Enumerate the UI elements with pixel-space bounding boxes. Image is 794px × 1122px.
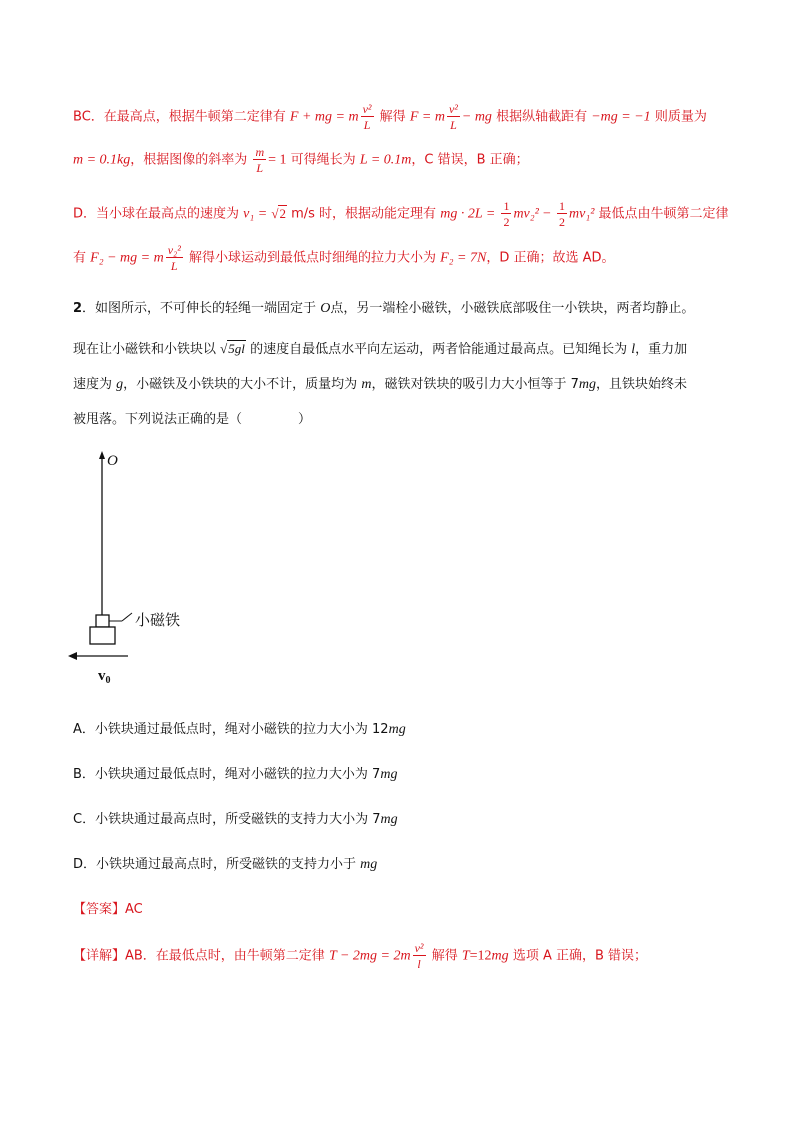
- d-prefix: D．当小球在最高点的速度为: [73, 206, 240, 222]
- d-v1-eq: v₁ =: [243, 206, 268, 222]
- small-magnet: [96, 615, 109, 627]
- answer: 【答案】AC: [73, 902, 143, 917]
- q2-mg-symbol: mg: [578, 377, 596, 392]
- q2-text-3a: 速度为: [73, 377, 113, 392]
- bc-line-2: [73, 146, 529, 174]
- q2-text-1a: ．如图所示，不可伸长的轻绳一端固定于: [82, 301, 317, 316]
- option-b: B．小铁块通过最低点时，绳对小磁铁的拉力大小为 7mg: [73, 767, 398, 782]
- d-frac-v22: $\frac{\text{v₂²}}{L}$: [167, 243, 181, 273]
- d-eq-f2-val: F₂ = 7N: [440, 250, 487, 266]
- detail-eq: T − 2mg = 2m: [328, 948, 411, 964]
- detail-line: [73, 942, 647, 970]
- pendulum-figure: [60, 445, 260, 690]
- bc-eq3: −mg = −1: [591, 109, 651, 125]
- d-unit-text: m/s 时，根据动能定理有: [291, 206, 437, 222]
- q2-g-symbol: g: [116, 377, 124, 392]
- detail-result-t: T: [461, 948, 470, 964]
- bc-solve-1: 解得: [379, 109, 406, 125]
- bc-frac-2: $\frac{\text{v²}}{L}$: [448, 102, 458, 132]
- q2-text-3d: ，且铁块始终未: [595, 377, 687, 392]
- q2-text-1b: 点，另一端栓小磁铁，小磁铁底部吸住一小铁块，两者均静止。: [330, 301, 695, 316]
- detail-result-mg: mg: [491, 948, 509, 964]
- d-minus: −: [542, 206, 551, 222]
- q2-o-point: O: [320, 301, 331, 316]
- d-energy-eq: mg · 2L =: [440, 206, 496, 222]
- q2-line-4: [73, 408, 311, 427]
- q2-l-symbol: l: [631, 342, 636, 357]
- bc-frac-3: $\frac{m}{L}$: [255, 145, 265, 175]
- bc-mass-text: 则质量为: [654, 109, 707, 125]
- q2-text-2c: ，重力加: [635, 342, 688, 357]
- bc-slope-text: ，根据图像的斜率为: [130, 152, 248, 168]
- o-label: O: [107, 453, 118, 469]
- bc-eq4: m = 0.1kg: [73, 152, 131, 168]
- q2-text-2a: 现在让小磁铁和小铁块以: [73, 342, 217, 357]
- q2-text-4: 被甩落。下列说法正确的是（: [73, 412, 243, 427]
- d-lowest-text: 最低点由牛顿第二定律: [598, 206, 729, 222]
- detail-conclusion: 选项 A 正确，B 错误；: [512, 948, 648, 964]
- bc-eq2: F = m: [409, 109, 445, 125]
- bc-line-1: [73, 103, 707, 131]
- bc-frac-1: $\frac{\text{v²}}{L}$: [362, 102, 372, 132]
- v0-label: $v_0$: [98, 668, 111, 686]
- bc-eq1: F + mg = m: [289, 109, 359, 125]
- q2-number: 2: [73, 301, 83, 316]
- q2-line-1: [73, 297, 694, 317]
- q2-text-3b: ，小磁铁及小铁块的大小不计，质量均为: [123, 377, 358, 392]
- bc-eq5: = 1: [268, 152, 287, 168]
- bc-eq6: L = 0.1m: [359, 152, 412, 168]
- detail-frac: $\frac{\text{v²}}{l}$: [414, 941, 424, 971]
- velocity-arrow-head: [68, 652, 77, 660]
- d-sqrt: √2: [271, 205, 286, 221]
- q2-text-4-end: ）: [298, 412, 312, 427]
- option-d: D．小铁块通过最高点时，所受磁铁的支持力小于 mg: [73, 857, 378, 872]
- bc-conclusion: ，C 错误，B 正确；: [411, 152, 529, 168]
- d-half-1: $\frac{1}{2}$: [503, 199, 510, 229]
- d-term2: mv₁²: [569, 206, 595, 222]
- d-tension-text: 解得小球运动到最低点时细绳的拉力大小为: [188, 250, 436, 266]
- magnet-pointer-2: [122, 613, 132, 621]
- detail-prefix: 【详解】AB．在最低点时，由牛顿第二定律: [73, 948, 325, 964]
- rope-arrow-head: [99, 451, 105, 459]
- q2-m-symbol: m: [361, 377, 372, 392]
- detail-result-val: =12: [469, 948, 492, 964]
- iron-block: [90, 627, 115, 644]
- bc-eq2-b: − mg: [461, 109, 492, 125]
- d-eq-f2: F₂ − mg = m: [90, 250, 164, 266]
- bc-intercept-text: 根据纵轴截距有: [496, 109, 588, 125]
- detail-solve: 解得: [431, 948, 458, 964]
- q2-text-2b: 的速度自最低点水平向左运动，两者恰能通过最高点。已知绳长为: [250, 342, 628, 357]
- d-line-1: [73, 200, 729, 228]
- magnet-label: 小磁铁: [135, 611, 181, 629]
- q2-line-2: [73, 338, 687, 358]
- d-term1: mv₂²: [513, 206, 539, 222]
- option-a: A．小铁块通过最低点时，绳对小磁铁的拉力大小为 12mg: [73, 722, 406, 737]
- q2-text-3c: ，磁铁对铁块的吸引力大小恒等于 7: [371, 377, 579, 392]
- bc-prefix: BC．在最高点，根据牛顿第二定律有: [73, 109, 286, 125]
- q2-sqrt-gl: √5gl: [220, 341, 245, 356]
- q2-line-3: [73, 373, 687, 393]
- bc-length-text: 可得绳长为: [290, 152, 356, 168]
- d-half-2: $\frac{1}{2}$: [559, 199, 566, 229]
- d-conclusion: ，D 正确；故选 AD。: [486, 250, 615, 266]
- option-c: C．小铁块通过最高点时，所受磁铁的支持力大小为 7mg: [73, 812, 398, 827]
- d-have-text: 有: [73, 250, 87, 266]
- d-line-2: [73, 244, 615, 272]
